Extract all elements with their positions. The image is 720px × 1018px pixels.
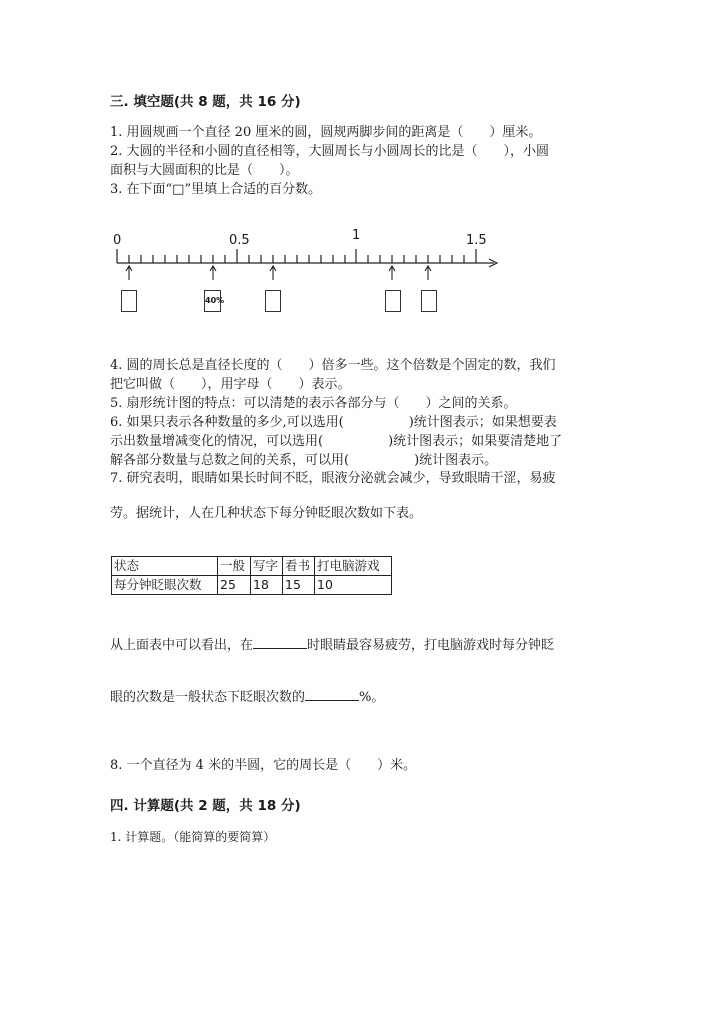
question-6-line-1: 6. 如果只表示各种数量的多少,可以选用( )统计图表示；如果想要表 xyxy=(110,415,557,430)
table-cell: 18 xyxy=(251,576,283,595)
answer-box-3[interactable] xyxy=(265,290,281,312)
answer-box-40-percent: 40% xyxy=(204,290,221,312)
table-row xyxy=(112,576,392,595)
question-7-line-3-end: 时眼睛最容易疲劳，打电脑游戏时每分钟眨 xyxy=(307,638,555,653)
number-line xyxy=(105,244,505,280)
table-cell: 15 xyxy=(283,576,315,595)
blink-statistics-table xyxy=(111,556,392,595)
number-line-label-0: 0 xyxy=(113,233,122,248)
question-2-line-2: 面积与大圆面积的比是（ ）。 xyxy=(110,163,299,178)
question-1: 1. 用圆规画一个直径 20 厘米的圆，圆规两脚步间的距离是（ ）厘米。 xyxy=(110,125,542,140)
question-3: 3. 在下面“□”里填上合适的百分数。 xyxy=(110,182,322,197)
table-header-cell: 写字 xyxy=(251,557,283,576)
answer-box-5[interactable] xyxy=(421,290,437,312)
table-header-cell: 一般 xyxy=(218,557,251,576)
fill-blank-percent[interactable] xyxy=(305,688,359,701)
question-7-line-2: 劳。据统计，人在几种状态下每分钟眨眼次数如下表。 xyxy=(110,506,423,521)
table-header-cell: 打电脑游戏 xyxy=(315,557,392,576)
table-header-cell: 看书 xyxy=(283,557,315,576)
question-4-line-1: 4. 圆的周长总是直径长度的（ ）倍多一些。这个倍数是个固定的数，我们 xyxy=(110,358,556,373)
question-2-line-1: 2. 大圆的半径和小圆的直径相等，大圆周长与小圆周长的比是（ ），小圆 xyxy=(110,144,550,159)
section-4-title: 四. 计算题(共 2 题，共 18 分) xyxy=(110,798,301,814)
table-cell: 25 xyxy=(218,576,251,595)
question-4-line-2: 把它叫做（ ），用字母（ ）表示。 xyxy=(110,377,351,392)
question-7-line-3-start: 从上面表中可以看出，在 xyxy=(110,638,254,653)
question-6-line-2: 示出数量增减变化的情况，可以选用( )统计图表示；如果要清楚地了 xyxy=(110,434,563,449)
section-4-question-1: 1. 计算题。（能简算的要简算） xyxy=(110,830,276,844)
question-7-line-4-start: 眼的次数是一般状态下眨眼次数的 xyxy=(110,690,306,705)
answer-box-1[interactable] xyxy=(121,290,137,312)
question-6-line-3: 解各部分数量与总数之间的关系，可以用( )统计图表示。 xyxy=(110,453,498,468)
table-header-row xyxy=(112,557,392,576)
number-line-label-1: 1 xyxy=(352,228,361,243)
question-8: 8. 一个直径为 4 米的半圆，它的周长是（ ）米。 xyxy=(110,758,417,773)
question-7-line-3 xyxy=(110,636,554,654)
question-7-line-4-end: %。 xyxy=(359,690,385,705)
number-line-label-1-5: 1.5 xyxy=(466,233,487,248)
answer-box-4[interactable] xyxy=(385,290,401,312)
number-line-label-0-5: 0.5 xyxy=(229,233,250,248)
question-5: 5. 扇形统计图的特点：可以清楚的表示各部分与（ ）之间的关系。 xyxy=(110,396,517,411)
section-3-title: 三. 填空题(共 8 题，共 16 分) xyxy=(110,94,301,110)
fill-blank-state[interactable] xyxy=(253,636,307,649)
table-row-label: 每分钟眨眼次数 xyxy=(112,576,218,595)
table-cell: 10 xyxy=(315,576,392,595)
question-7-line-1: 7. 研究表明，眼睛如果长时间不眨，眼液分泌就会减少，导致眼睛干涩，易疲 xyxy=(110,471,556,486)
question-7-line-4 xyxy=(110,688,384,706)
table-header-cell: 状态 xyxy=(112,557,218,576)
